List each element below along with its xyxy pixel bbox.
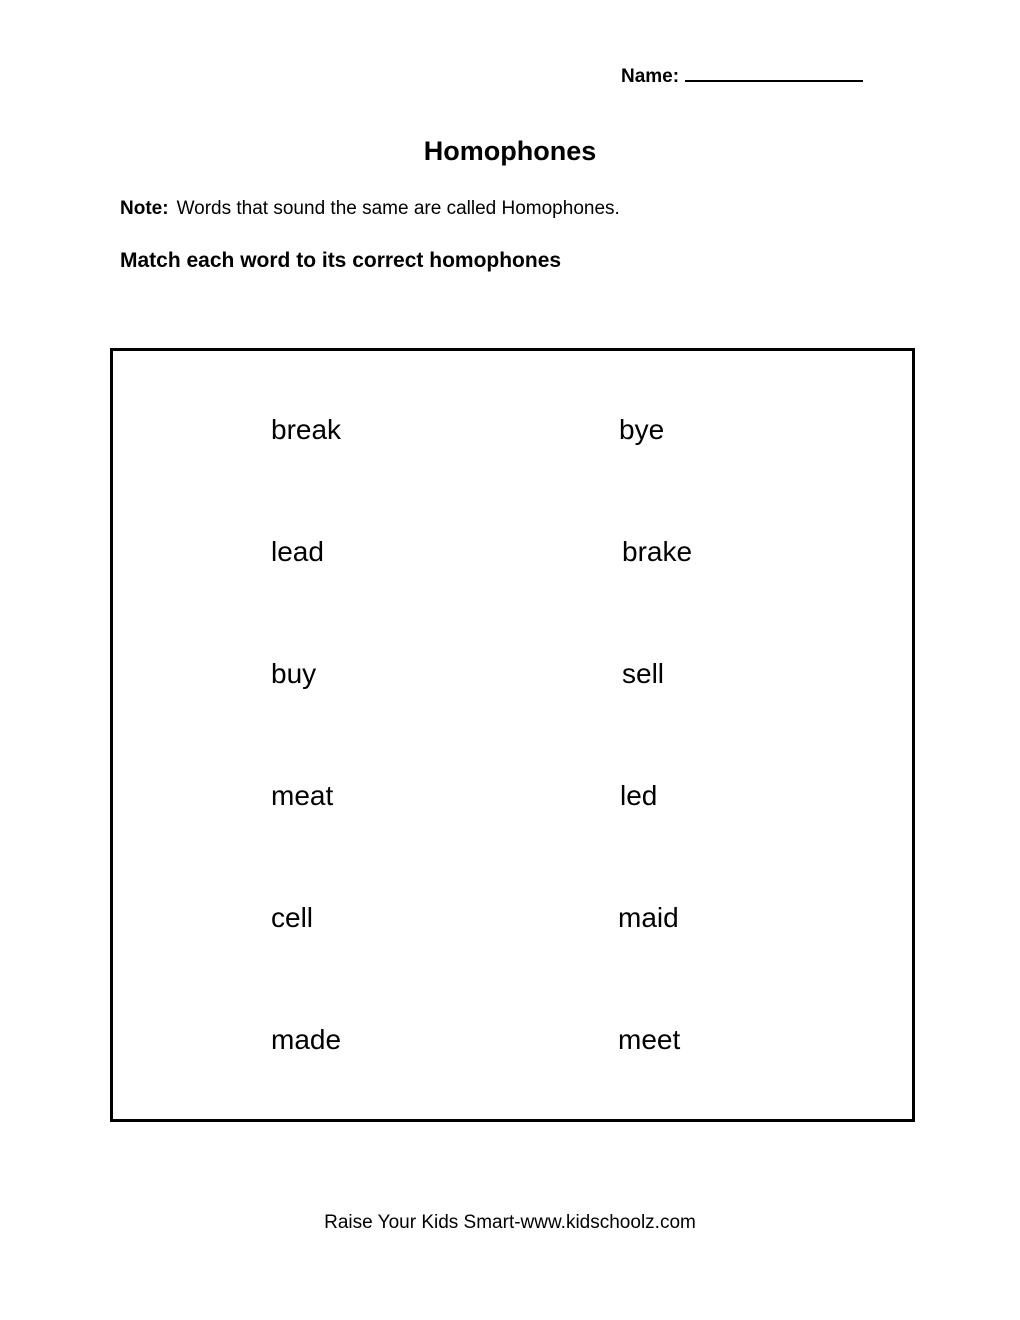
page-title: Homophones bbox=[423, 136, 597, 166]
matching-box bbox=[110, 348, 915, 1122]
left-word-3: buy bbox=[271, 658, 317, 689]
name-field bbox=[621, 62, 863, 88]
note-text: Words that sound the same are called Homophones. bbox=[176, 198, 620, 219]
left-word-4: meat bbox=[271, 780, 334, 811]
instruction: Match each word to its correct homophones bbox=[120, 249, 562, 272]
right-word-1: bye bbox=[619, 414, 665, 445]
right-word-2: brake bbox=[622, 536, 693, 567]
note-label: Note: bbox=[120, 198, 169, 219]
right-word-3: sell bbox=[622, 658, 665, 689]
footer: Raise Your Kids Smart-www.kidschoolz.com bbox=[324, 1212, 696, 1233]
left-word-1: break bbox=[271, 414, 342, 445]
right-word-5: maid bbox=[618, 902, 679, 933]
note bbox=[120, 198, 620, 220]
right-word-4: led bbox=[620, 780, 658, 811]
left-word-6: made bbox=[271, 1024, 342, 1055]
left-word-5: cell bbox=[271, 902, 314, 933]
right-word-6: meet bbox=[618, 1024, 681, 1055]
name-blank-line[interactable] bbox=[685, 62, 863, 82]
name-label: Name: bbox=[621, 66, 680, 87]
left-word-2: lead bbox=[271, 536, 324, 567]
